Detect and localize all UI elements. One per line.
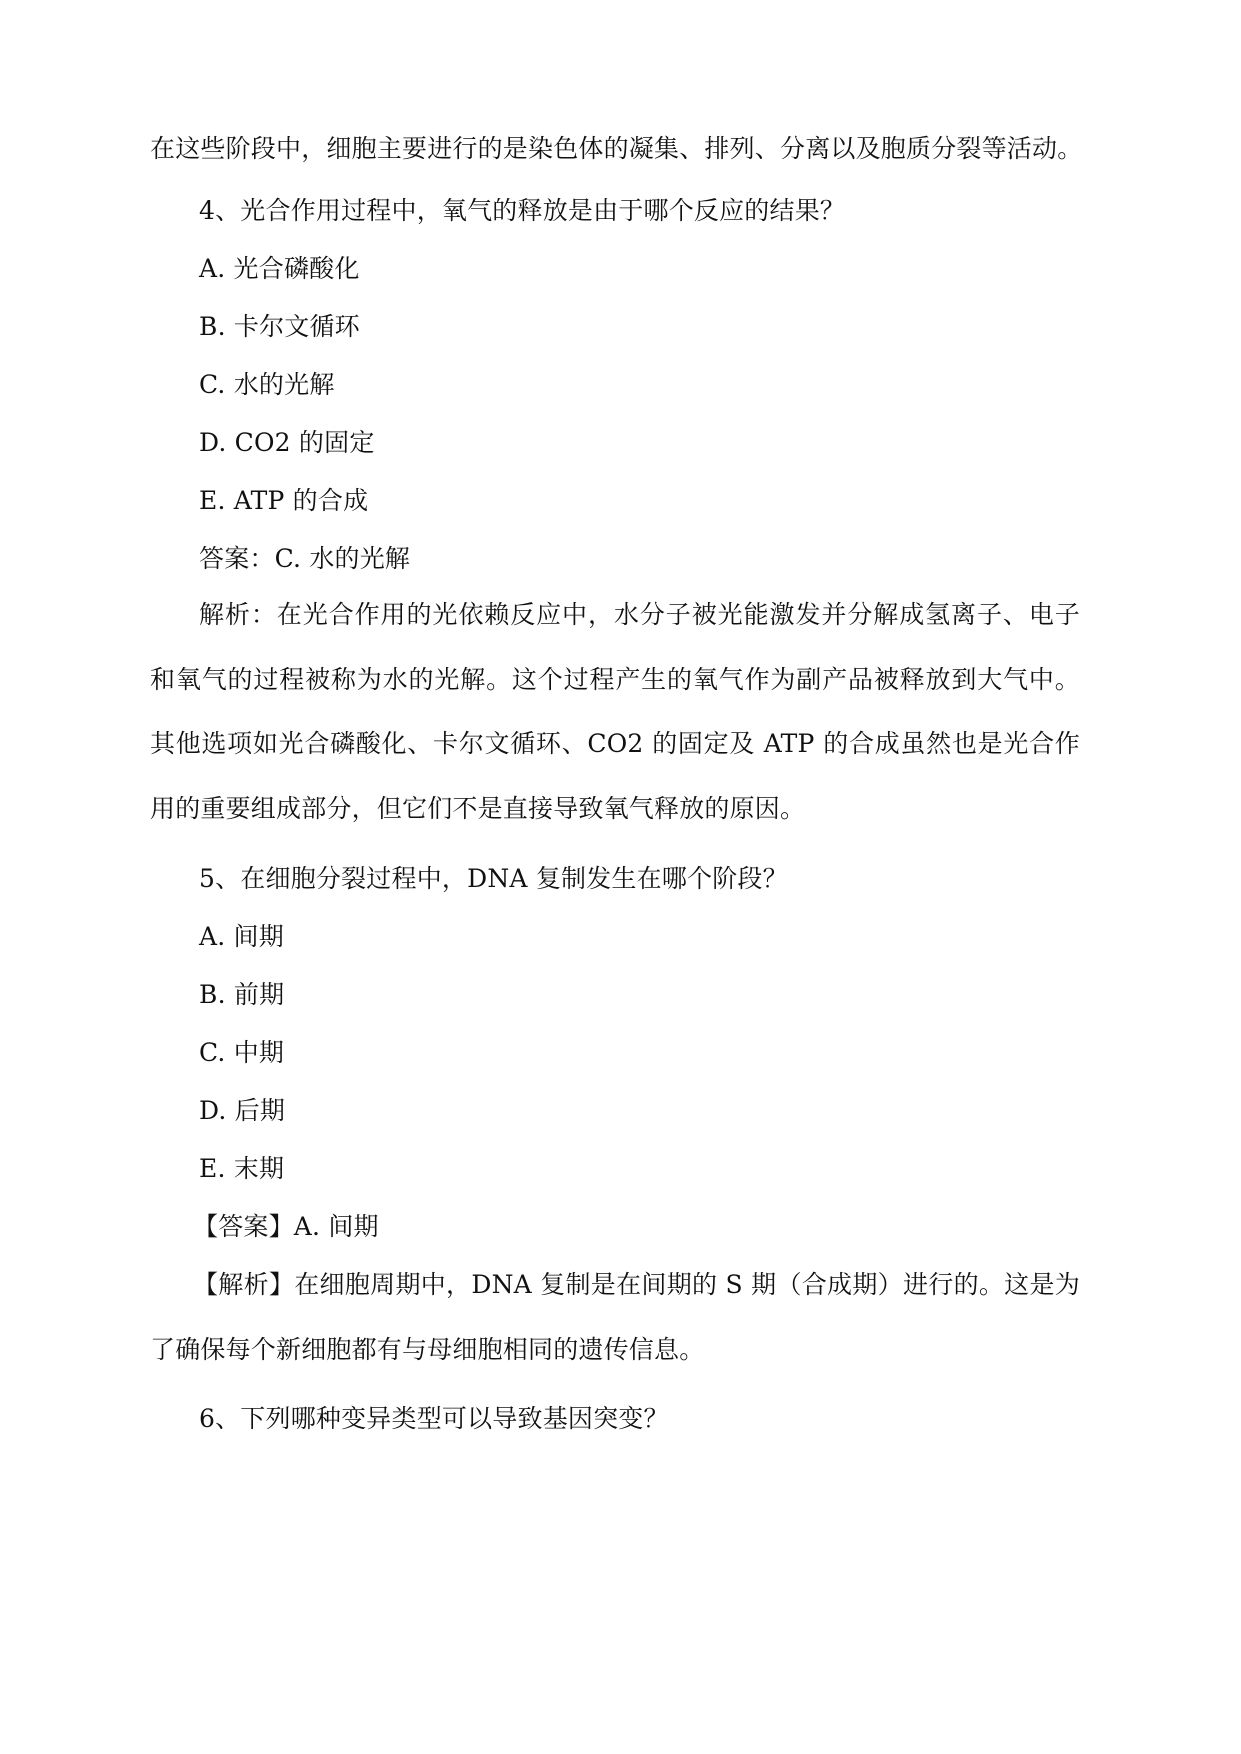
q5-option-e: E. 末期 (199, 1154, 285, 1183)
q5-answer: 【答案】A. 间期 (193, 1212, 379, 1241)
q5-option-c: C. 中期 (199, 1038, 285, 1067)
q5-option-d: D. 后期 (199, 1096, 286, 1125)
q4-option-d: D. CO2 的固定 (199, 428, 375, 457)
q5-option-a: A. 间期 (199, 922, 284, 951)
q4-option-b: B. 卡尔文循环 (199, 312, 360, 341)
question-5: 5、在细胞分裂过程中，DNA 复制发生在哪个阶段？ (199, 864, 788, 893)
q4-explanation: 解析：在光合作用的光依赖反应中，水分子被光能激发并分解成氢离子、电子和氧气的过程被称为水的光解。这个过程产生的氧气作为副产品被释放到大气中。其他选项如光合磷酸化、卡尔文循环、CO2 的固定及 ATP 的合成虽然也是光合作用的重要组成部分，但它们不是直接导致氧气释放的原因。 (150, 600, 1080, 823)
q4-option-c: C. 水的光解 (199, 370, 335, 399)
q5-explanation: 【解析】在细胞周期中，DNA 复制是在间期的 S 期（合成期）进行的。这是为了确保每个新细胞都有与母细胞相同的遗传信息。 (150, 1270, 1080, 1364)
question-6: 6、下列哪种变异类型可以导致基因突变？ (199, 1404, 669, 1433)
question-4: 4、光合作用过程中，氧气的释放是由于哪个反应的结果？ (199, 196, 846, 225)
text-line-continuation: 在这些阶段中，细胞主要进行的是染色体的凝集、排列、分离以及胞质分裂等活动。 (150, 134, 1083, 163)
q5-option-b: B. 前期 (199, 980, 285, 1009)
q4-option-e: E. ATP 的合成 (199, 486, 369, 515)
q4-answer: 答案：C. 水的光解 (199, 544, 411, 573)
q4-option-a: A. 光合磷酸化 (199, 254, 360, 283)
